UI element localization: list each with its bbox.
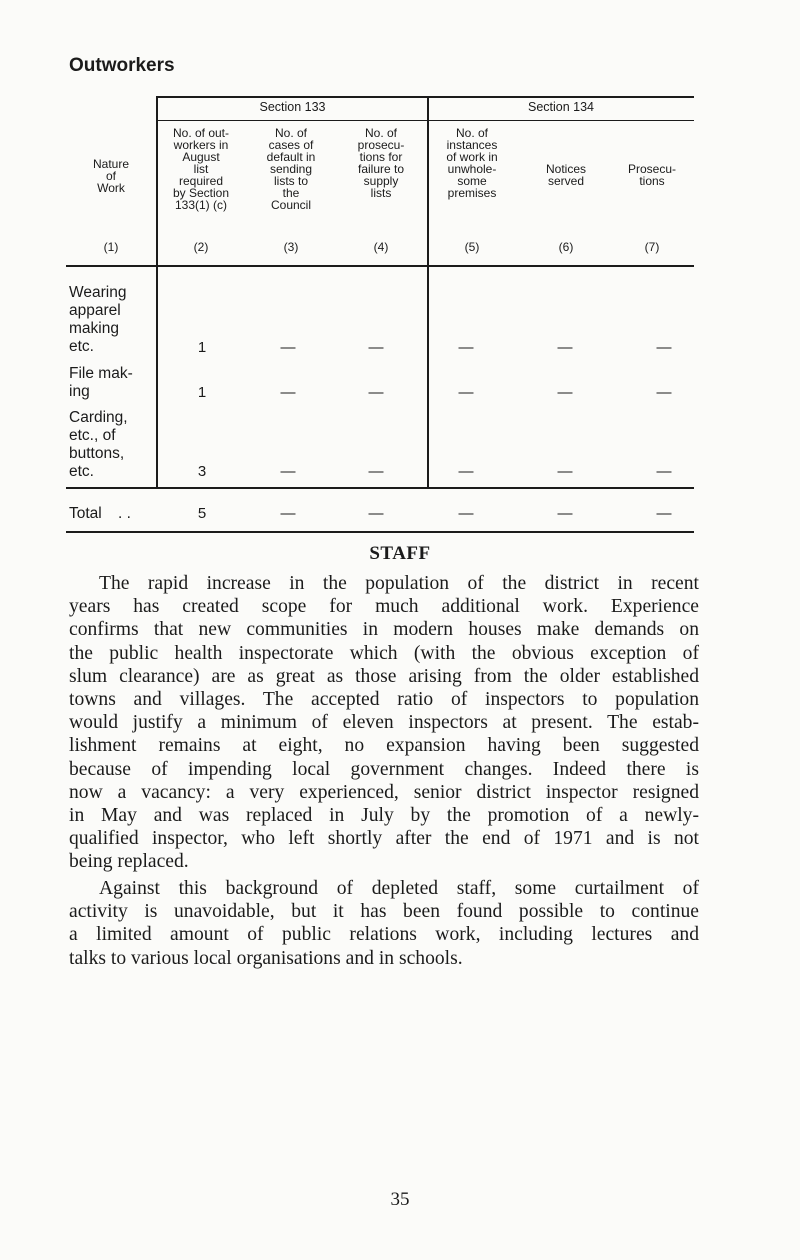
- column-number: (3): [283, 240, 299, 254]
- text-line: a limited amount of public relations work, including lectures and: [69, 924, 699, 946]
- table-cell: —: [280, 384, 296, 401]
- column-number: (5): [464, 240, 480, 254]
- body-bottom-rule: [66, 487, 694, 489]
- table-cell: —: [656, 384, 672, 401]
- table-cell: —: [656, 339, 672, 356]
- text-line: towns and villages. The accepted ratio of inspectors to population: [69, 689, 699, 711]
- staff-paragraph-2: [69, 877, 699, 970]
- column-header-outworkers-list: No. of out- workers in August list required by Section 133(1) (c): [172, 126, 230, 212]
- table-cell: 1: [197, 384, 207, 401]
- table-cell: —: [656, 463, 672, 480]
- total-cell: —: [557, 505, 573, 522]
- total-cell: —: [656, 505, 672, 522]
- table-cell: —: [557, 339, 573, 356]
- section-133-rule: [157, 120, 428, 121]
- table-cell: —: [557, 384, 573, 401]
- text-line: slum clearance) are as great as those arising from the older established: [69, 665, 699, 687]
- table-row-label: File mak- ing: [69, 365, 133, 400]
- section-133-header: Section 133: [259, 100, 326, 114]
- column-header-cases-of-default: No. of cases of default in sending lists to the Council: [266, 126, 316, 212]
- total-bottom-rule: [66, 531, 694, 533]
- table-row-label: Carding, etc., of buttons, etc.: [69, 409, 128, 480]
- table-cell: —: [368, 384, 384, 401]
- staff-paragraph-1: [69, 572, 699, 874]
- table-cell: —: [458, 463, 474, 480]
- total-cell: —: [280, 505, 296, 522]
- text-line: Against this background of depleted staff, some curtailment of: [99, 878, 699, 899]
- table-row-label: Wearing apparel making etc.: [69, 284, 127, 355]
- column-number: (1): [103, 240, 119, 254]
- total-dots: . .: [118, 505, 131, 522]
- column-header-prosecutions: Prosecu- tions: [627, 162, 677, 188]
- text-line: activity is unavoidable, but it has been found possible to continue: [69, 901, 699, 923]
- column-header-nature-of-work: Nature of Work: [92, 157, 130, 195]
- total-cell: 5: [197, 505, 207, 522]
- column-number: (2): [193, 240, 209, 254]
- total-cell: —: [458, 505, 474, 522]
- total-label: Total: [69, 505, 102, 522]
- table-cell: —: [280, 463, 296, 480]
- section-134-header: Section 134: [527, 100, 595, 114]
- text-line: in May and was replaced in July by the promotion of a newly-: [69, 805, 699, 827]
- column-header-unwholesome-premises: No. of instances of work in unwhole- some premises: [446, 126, 498, 200]
- text-line: lishment remains at eight, no expansion having been suggested: [69, 735, 699, 757]
- text-line: now a vacancy: a very experienced, senior district inspector resigned: [69, 781, 699, 803]
- table-cell: —: [368, 463, 384, 480]
- text-line: the public health inspectorate which (with the obvious exception of: [69, 642, 699, 664]
- section-134-rule: [428, 120, 694, 121]
- column-header-notices-served: Notices served: [545, 162, 586, 188]
- table-cell: —: [557, 463, 573, 480]
- table-cell: —: [458, 384, 474, 401]
- table-cell: 1: [197, 339, 207, 356]
- total-cell: —: [368, 505, 384, 522]
- table-cell: 3: [197, 463, 207, 480]
- table-cell: —: [368, 339, 384, 356]
- text-line: talks to various local organisations and in schools.: [69, 947, 463, 969]
- column-number: (6): [558, 240, 574, 254]
- column-number: (4): [373, 240, 389, 254]
- header-bottom-rule: [66, 265, 694, 267]
- column-header-prosecutions-failure: No. of prosecu- tions for failure to supply lists: [357, 126, 405, 200]
- text-line: qualified inspector, who left shortly after the end of 1971 and is not: [69, 828, 699, 850]
- text-line: years has created scope for much additional work. Experience: [69, 596, 699, 618]
- text-line: confirms that new communities in modern houses make demands on: [69, 619, 699, 641]
- text-line: because of impending local government changes. Indeed there is: [69, 758, 699, 780]
- table-top-rule: [157, 96, 694, 98]
- text-line: being replaced.: [69, 851, 189, 873]
- text-line: would justify a minimum of eleven inspectors at present. The estab-: [69, 712, 699, 734]
- column-number: (7): [644, 240, 660, 254]
- staff-heading: STAFF: [369, 543, 431, 564]
- table-cell: —: [458, 339, 474, 356]
- page-title: Outworkers: [69, 55, 175, 76]
- page-number: 35: [390, 1189, 410, 1210]
- table-cell: —: [280, 339, 296, 356]
- text-line: The rapid increase in the population of the district in recent: [99, 573, 699, 594]
